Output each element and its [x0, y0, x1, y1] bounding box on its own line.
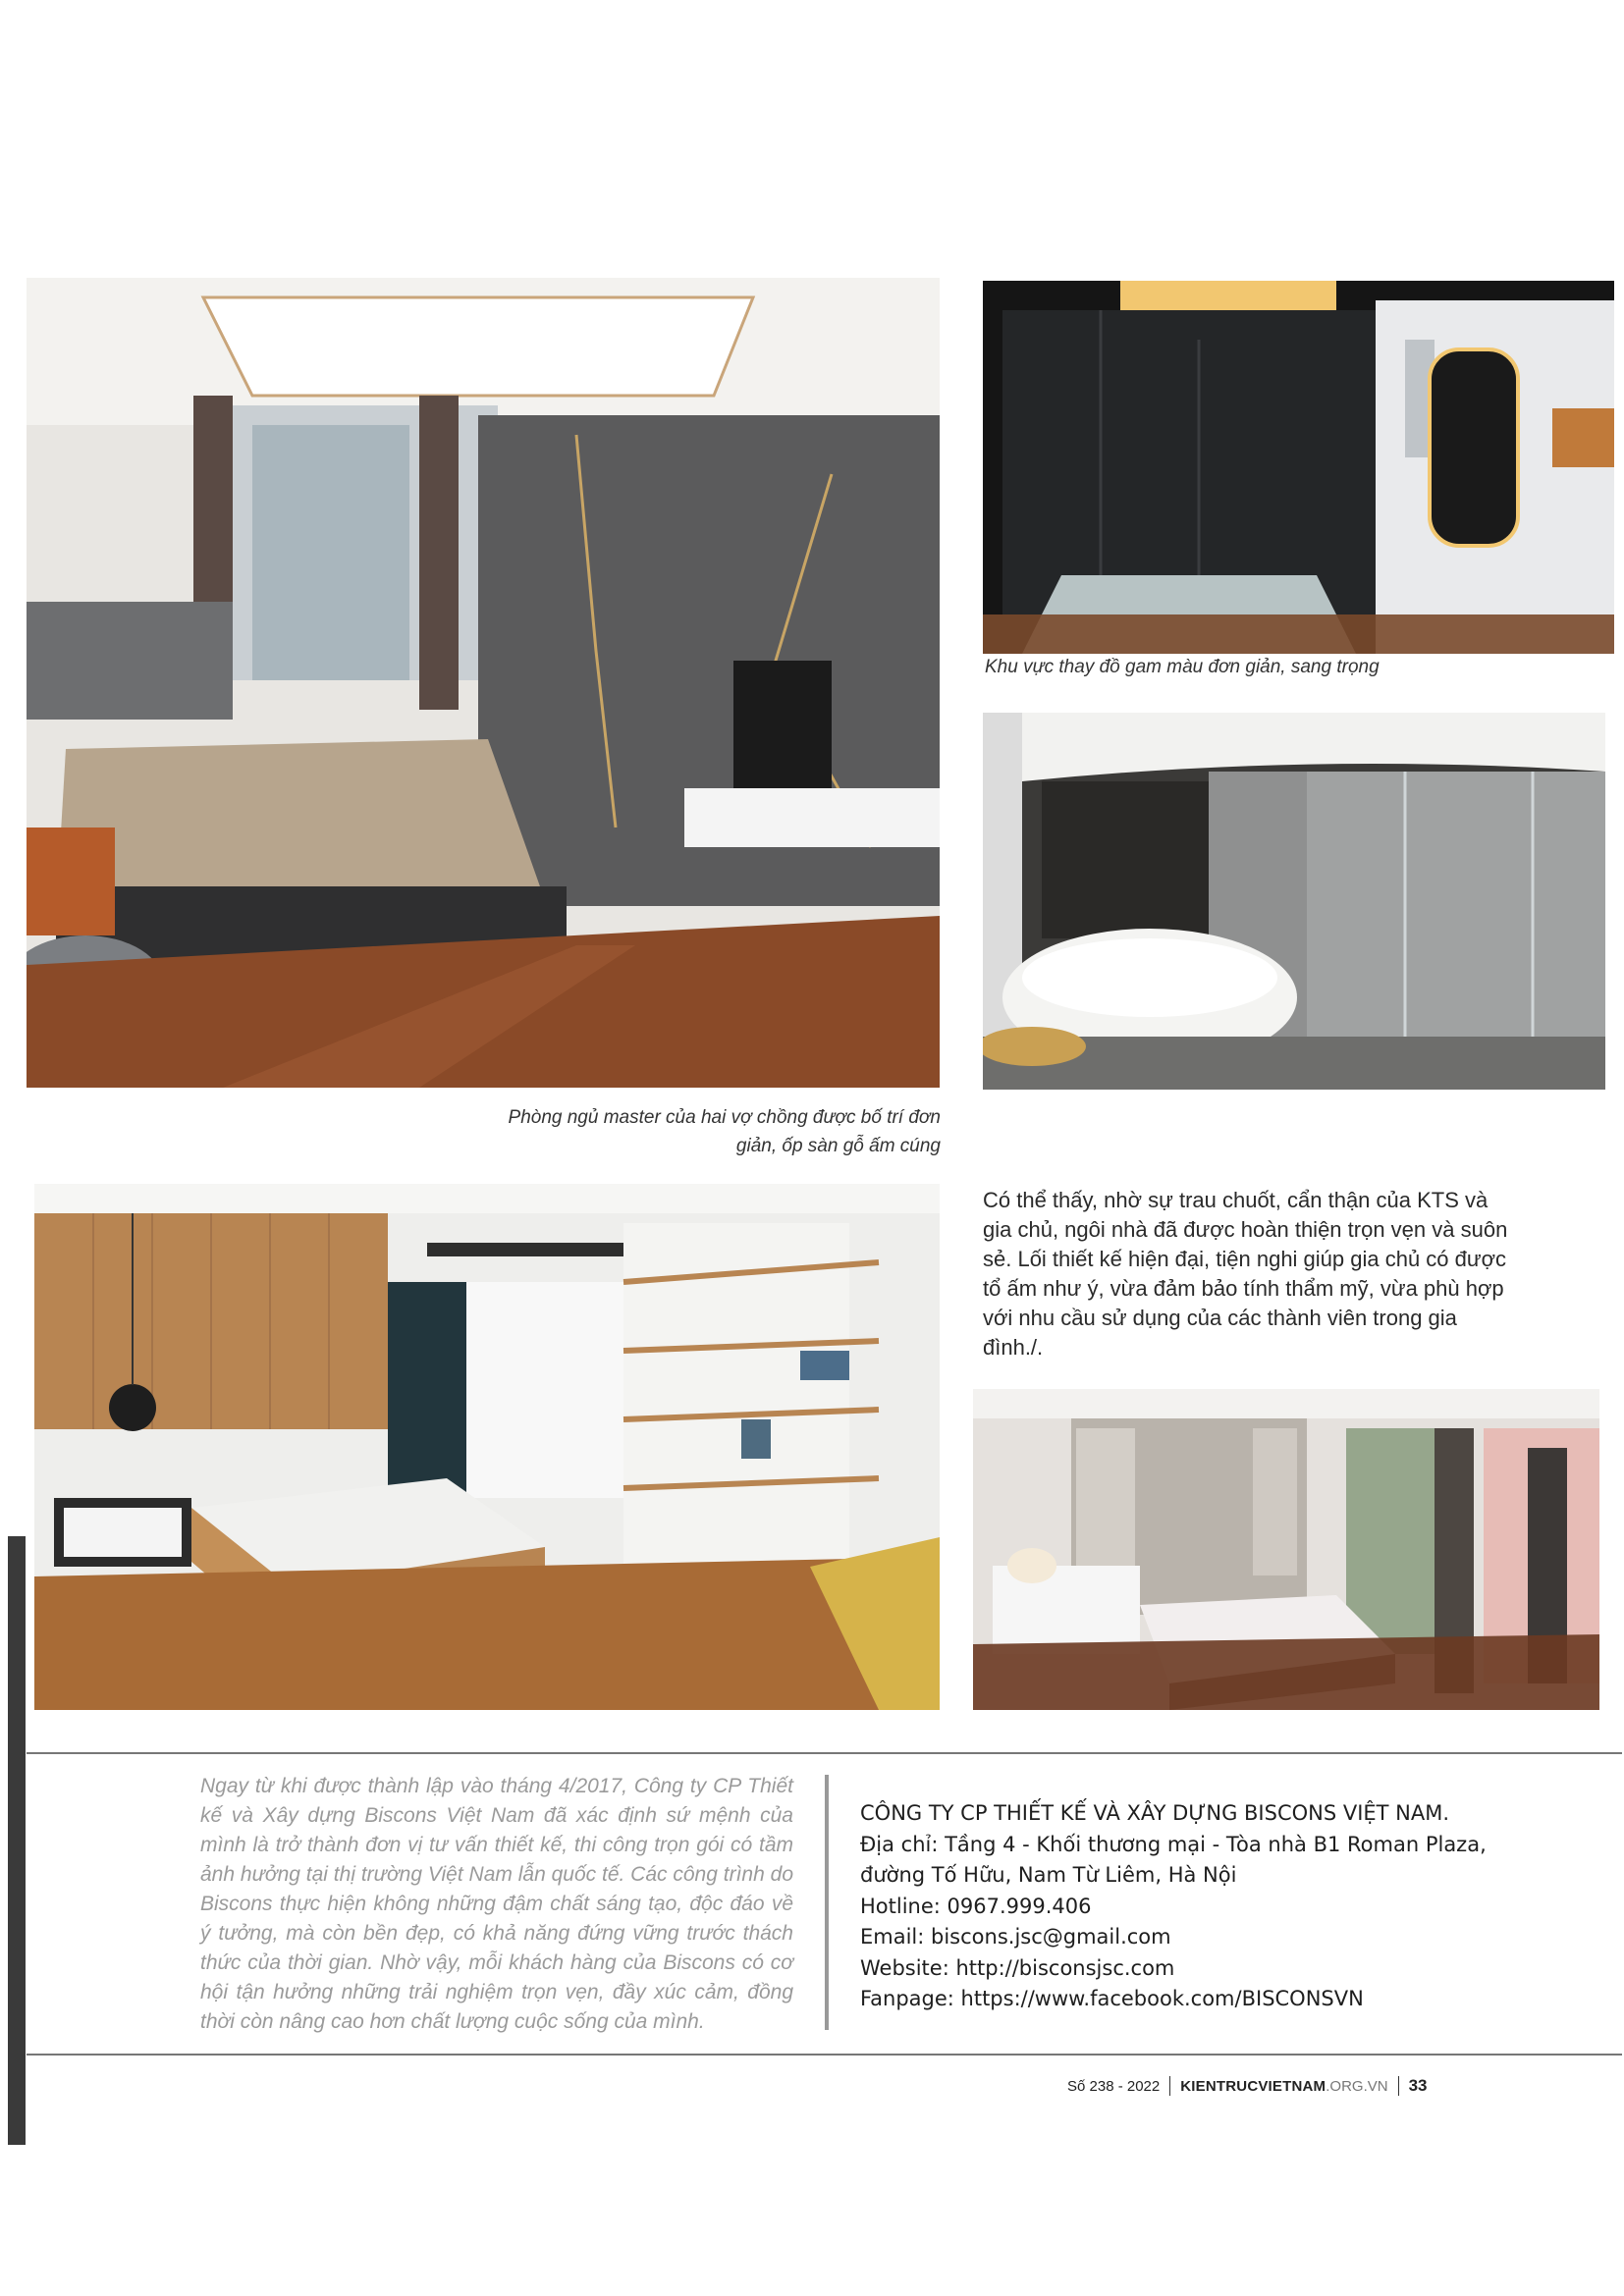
page-footer [1067, 2074, 1428, 2098]
contact-block [860, 1798, 1606, 2015]
wardrobe-photo [983, 281, 1614, 654]
page-edge-bar [8, 1536, 26, 2145]
magazine-domain: .ORG.VN [1326, 2077, 1388, 2095]
master-bedroom-photo [27, 278, 940, 1088]
closing-paragraph: Có thể thấy, nhờ sự trau chuốt, cẩn thận của KTS và gia chủ, ngôi nhà đã được hoàn thiện trọn vẹn và suôn sẻ. Lối thiết kế hiện đại, tiện nghi giúp gia chủ có được tổ ấm như ý, vừa đảm bảo tính thẩm mỹ, vừa phù hợp với nhu cầu sử dụng của các thành viên trong gia đình./. [983, 1188, 1508, 1360]
contact-divider [825, 1775, 829, 2030]
intro-paragraph: Ngay từ khi được thành lập vào tháng 4/2017, Công ty CP Thiết kế và Xây dựng Biscons Việt Nam đã xác định sứ mệnh của mình là trở thành đơn vị tư vấn thiết kế, thi công trọn gói có tầm ảnh hưởng tại thị trường Việt Nam lẫn quốc tế. Các công trình do Biscons thực hiện không những đậm chất sáng tạo, độc đáo về ý tưởng, mà còn bền đẹp, có khả năng đứng vững trước thách thức của thời gian. Nhờ vậy, mỗi khách hàng của Biscons có cơ hội tận hưởng những trải nghiệm trọn vẹn, đầy xúc cảm, đồng thời còn nâng cao hơn chất lượng cuộc sống của mình. [200, 1775, 793, 2033]
website-link[interactable]: Website: http://bisconsjsc.com [860, 1955, 1175, 1980]
email[interactable]: Email: biscons.jsc@gmail.com [860, 1925, 1171, 1949]
wardrobe-caption: Khu vực thay đồ gam màu đơn giản, sang trọng [985, 657, 1380, 677]
footer-separator [1169, 2076, 1170, 2096]
hotline: Hotline: 0967.999.406 [860, 1894, 1092, 1918]
address-line-2: đường Tố Hữu, Nam Từ Liêm, Hà Nội [860, 1863, 1237, 1887]
company-name: CÔNG TY CP THIẾT KẾ VÀ XÂY DỰNG BISCONS VIỆT NAM. [860, 1801, 1450, 1825]
master-bedroom-caption: Phòng ngủ master của hai vợ chồng được bố trí đơn giản, ốp sàn gỗ ấm cúng [508, 1107, 941, 1156]
fanpage-link[interactable]: Fanpage: https://www.facebook.com/BISCONSVN [860, 1987, 1364, 2010]
address-line-1: Địa chỉ: Tầng 4 - Khối thương mại - Tòa nhà B1 Roman Plaza, [860, 1832, 1487, 1856]
issue-number: Số 238 - 2022 [1067, 2077, 1161, 2095]
section-divider-bottom [27, 2054, 1622, 2056]
section-divider-top [27, 1752, 1622, 1754]
page-number: 33 [1408, 2076, 1428, 2095]
wood-bedroom-photo [34, 1184, 940, 1710]
bright-bedroom-photo [973, 1389, 1599, 1710]
bathroom-photo [983, 713, 1605, 1090]
footer-separator [1398, 2076, 1399, 2096]
magazine-name: KIENTRUCVIETNAM [1180, 2077, 1326, 2095]
